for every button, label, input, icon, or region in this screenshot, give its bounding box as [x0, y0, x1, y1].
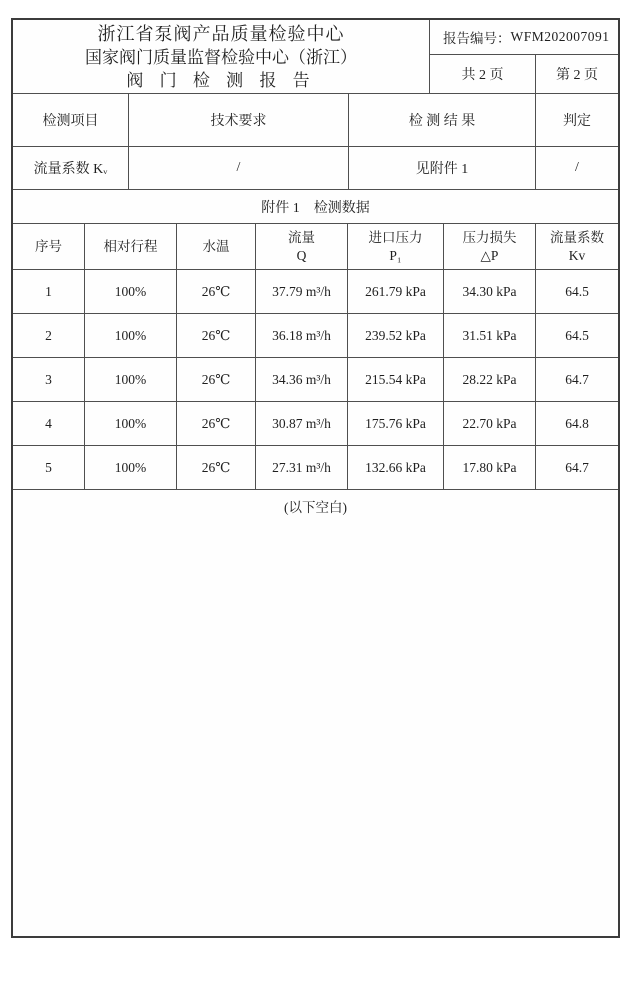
table-row [13, 446, 618, 490]
col-header-stroke: 相对行程 [85, 224, 177, 269]
table-cell: 2 [13, 314, 85, 357]
summary-header-row [13, 94, 618, 147]
org-name-line1: 浙江省泵阀产品质量检验中心 [97, 24, 345, 44]
table-cell: 261.79 kPa [348, 270, 444, 313]
table-cell: 26℃ [177, 446, 256, 489]
total-pages-cell: 共 2 页 [430, 55, 536, 93]
current-page-cell: 第 2 页 [556, 68, 598, 83]
table-cell: 1 [13, 270, 85, 313]
table-cell: 175.76 kPa [348, 402, 444, 445]
table-cell: 26℃ [177, 402, 256, 445]
table-cell: 5 [13, 446, 85, 489]
summary-requirement-value: / [129, 147, 349, 189]
report-table [11, 18, 620, 938]
col-header-flow-coefficient: 流量系数 Kv [550, 229, 604, 263]
col-header-inlet-pressure: 进口压力 P₁ [348, 224, 444, 269]
blank-area [13, 490, 618, 936]
report-number-value: WFM202007091 [510, 29, 610, 44]
table-cell: 64.5 [565, 283, 589, 299]
table-cell: 64.7 [565, 371, 589, 387]
attachment-title-row: 附件 1 检测数据 [13, 190, 618, 224]
table-row [13, 314, 618, 358]
table-cell: 215.54 kPa [348, 358, 444, 401]
org-name-line2: 国家阀门质量监督检验中心（浙江） [85, 48, 357, 67]
table-cell: 36.18 m³/h [256, 314, 348, 357]
summary-col-item: 检测项目 [13, 94, 129, 146]
summary-col-result: 检 测 结 果 [349, 94, 536, 146]
table-cell: 30.87 m³/h [256, 402, 348, 445]
summary-item-value: 流量系数 Kᵥ [13, 147, 129, 189]
blank-note: (以下空白) [284, 500, 347, 515]
table-cell: 28.22 kPa [444, 358, 536, 401]
page-info-row [430, 55, 618, 93]
table-cell: 37.79 m³/h [256, 270, 348, 313]
table-cell: 100% [85, 314, 177, 357]
table-cell: 22.70 kPa [444, 402, 536, 445]
col-header-pressure-loss: 压力损失 △P [444, 224, 536, 269]
header-right-block [430, 20, 618, 93]
table-cell: 31.51 kPa [444, 314, 536, 357]
report-header [13, 20, 618, 94]
table-cell: 26℃ [177, 270, 256, 313]
table-row [13, 270, 618, 314]
data-table-header [13, 224, 618, 270]
org-title-block [13, 20, 430, 93]
table-cell: 27.31 m³/h [256, 446, 348, 489]
summary-col-requirement: 技术要求 [129, 94, 349, 146]
table-cell: 100% [85, 270, 177, 313]
table-cell: 34.30 kPa [444, 270, 536, 313]
table-cell: 17.80 kPa [444, 446, 536, 489]
table-cell: 100% [85, 358, 177, 401]
table-cell: 64.5 [565, 327, 589, 343]
table-cell: 239.52 kPa [348, 314, 444, 357]
table-cell: 64.7 [565, 459, 589, 475]
table-cell: 34.36 m³/h [256, 358, 348, 401]
table-cell: 100% [85, 402, 177, 445]
summary-data-row [13, 147, 618, 190]
summary-result-value: 见附件 1 [349, 147, 536, 189]
table-row [13, 358, 618, 402]
table-cell: 100% [85, 446, 177, 489]
table-cell: 26℃ [177, 358, 256, 401]
table-cell: 132.66 kPa [348, 446, 444, 489]
table-row [13, 402, 618, 446]
summary-col-judgement: 判定 [563, 114, 591, 129]
summary-judgement-value: / [575, 160, 579, 175]
table-cell: 4 [13, 402, 85, 445]
col-header-flow: 流量 Q [256, 224, 348, 269]
col-header-seq: 序号 [13, 224, 85, 269]
table-cell: 3 [13, 358, 85, 401]
table-cell: 26℃ [177, 314, 256, 357]
col-header-water-temp: 水温 [177, 224, 256, 269]
table-cell: 64.8 [565, 415, 589, 431]
report-number-cell [430, 20, 618, 55]
report-number-label: 报告编号： [443, 31, 511, 46]
document-title: 阀 门 检 测 报 告 [126, 71, 316, 90]
